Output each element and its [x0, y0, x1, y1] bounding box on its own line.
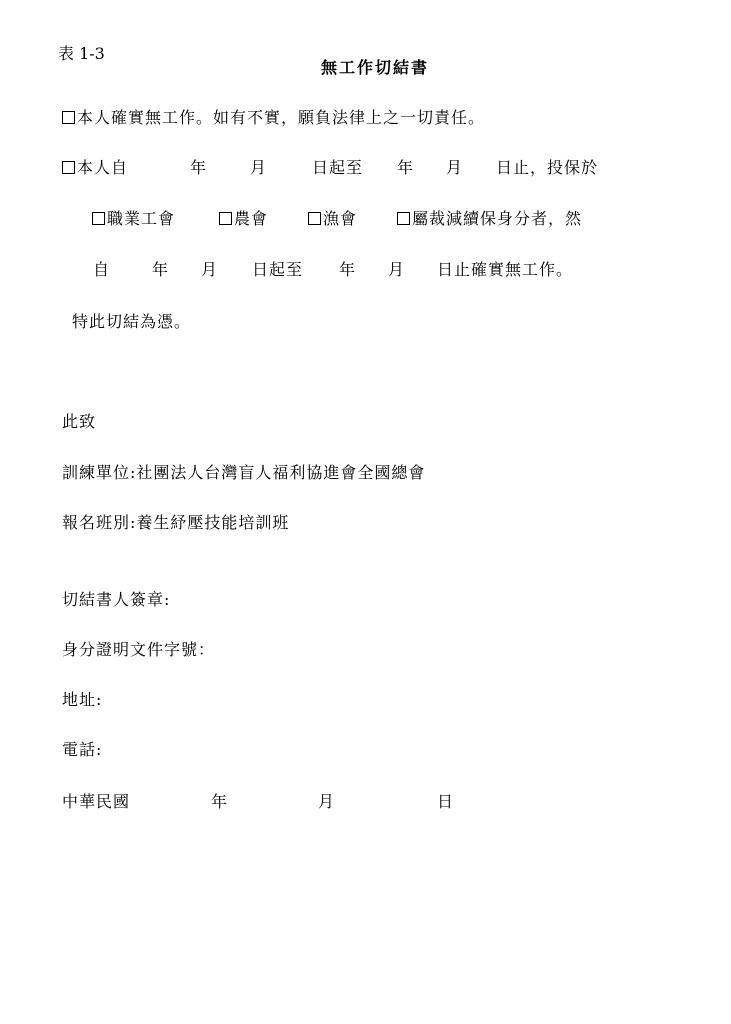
date-month: 月 — [318, 792, 336, 811]
declaration-period-row — [62, 158, 128, 178]
class-name: 報名班別:養生紓壓技能培訓班 — [62, 513, 290, 532]
period-day-end-1: 日止，投保於 — [496, 158, 599, 177]
no-work-day-end: 日止確實無工作。 — [437, 260, 574, 279]
no-work-from: 自 — [93, 260, 111, 279]
farmers-association-checkbox[interactable] — [219, 212, 232, 225]
period-month-2: 月 — [446, 158, 464, 177]
date-year: 年 — [211, 792, 229, 811]
declaration-no-work-checkbox[interactable] — [62, 111, 75, 124]
no-work-year-1: 年 — [152, 260, 170, 279]
option-reduced-continued-insurance — [397, 209, 582, 229]
option-farmers-association — [219, 209, 268, 229]
period-month-1: 月 — [250, 158, 268, 177]
form-code: 表 1-3 — [58, 44, 105, 63]
date-day: 日 — [437, 792, 455, 811]
no-work-year-2: 年 — [339, 260, 357, 279]
declaration-no-work-text: 本人確實無工作。如有不實，願負法律上之一切責任。 — [77, 108, 486, 127]
declaration-no-work-row — [62, 108, 485, 128]
id-number-field-label: 身分證明文件字號： — [62, 640, 216, 659]
fishermen-association-label: 漁會 — [323, 209, 358, 228]
address-field-label: 地址: — [62, 690, 103, 709]
affirmation-text: 特此切結為憑。 — [72, 312, 192, 331]
option-occupational-union — [92, 209, 175, 229]
reduced-continued-insurance-checkbox[interactable] — [397, 212, 410, 225]
farmers-association-label: 農會 — [234, 209, 269, 228]
declaration-period-prefix: 本人自 — [77, 158, 129, 177]
period-year-1: 年 — [190, 158, 208, 177]
document-title: 無工作切結書 — [321, 58, 430, 77]
fishermen-association-checkbox[interactable] — [308, 212, 321, 225]
occupational-union-label: 職業工會 — [107, 209, 176, 228]
period-day-from-1: 日起至 — [312, 158, 364, 177]
signer-field-label: 切結書人簽章: — [62, 590, 171, 609]
training-unit: 訓練單位:社團法人台灣盲人福利協進會全國總會 — [62, 463, 426, 482]
no-work-month-2: 月 — [388, 260, 406, 279]
date-era: 中華民國 — [62, 792, 131, 811]
salutation: 此致 — [62, 412, 97, 431]
no-work-month-1: 月 — [201, 260, 219, 279]
occupational-union-checkbox[interactable] — [92, 212, 105, 225]
phone-field-label: 電話: — [62, 740, 103, 759]
option-fishermen-association — [308, 209, 357, 229]
reduced-continued-insurance-label: 屬裁減續保身分者，然 — [412, 209, 583, 228]
period-year-2: 年 — [397, 158, 415, 177]
no-work-day-from: 日起至 — [252, 260, 304, 279]
declaration-period-checkbox[interactable] — [62, 161, 75, 174]
